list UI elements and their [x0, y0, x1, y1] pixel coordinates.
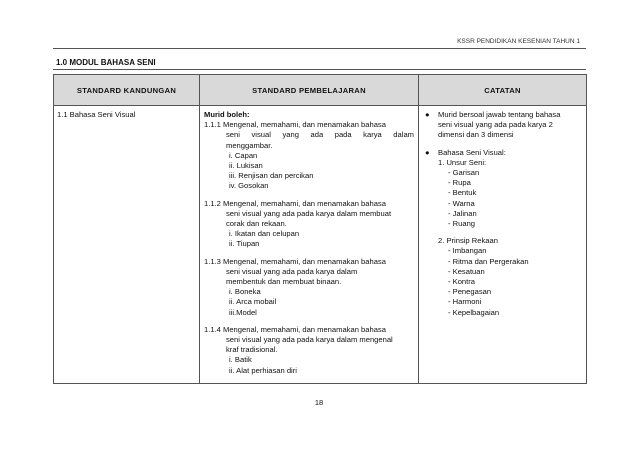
section-line: seni visual yang ada pada karya dalam: [226, 266, 358, 276]
pembelajaran-intro: Murid boleh:: [204, 110, 250, 119]
page-number: 18: [314, 398, 324, 407]
section-line: corak dan rekaan.: [226, 219, 287, 229]
unsur-seni-title: 1. Unsur Seni:: [438, 157, 487, 167]
catatan-line: Murid bersoal jawab tentang bahasa: [438, 110, 561, 119]
list-item: iv. Gosokan: [229, 181, 269, 191]
list-item: iii.Model: [229, 307, 257, 317]
catatan-line: dimensi dan 3 dimensi: [438, 130, 514, 140]
list-item: - Kesatuan: [448, 266, 485, 276]
section-line: 1.1.1 Mengenal, memahami, dan menamakan bahasa: [204, 120, 386, 130]
bullet-icon: ●: [425, 110, 430, 119]
list-item: - Kontra: [448, 277, 476, 287]
standards-table: [53, 74, 587, 384]
header-rule: [53, 48, 586, 49]
list-item: - Imbangan: [448, 246, 487, 256]
section-1-1-4: [204, 325, 414, 376]
list-item: i. Ikatan dan celupan: [229, 229, 300, 239]
list-item: - Warna: [448, 198, 475, 208]
section-line: seni visual yang ada pada karya dalam mengenal: [226, 335, 393, 345]
section-line: membentuk dan membuat binaan.: [226, 277, 342, 287]
cell-kandungan: [54, 106, 200, 384]
list-item: - Harmoni: [448, 297, 482, 307]
title-rule: [53, 69, 586, 70]
module-title: 1.0 MODUL BAHASA SENI: [56, 58, 156, 67]
section-1-1-3: [204, 257, 414, 318]
section-1-1-2: [204, 199, 414, 250]
section-line: kraf tradisional.: [226, 345, 278, 355]
prinsip-rekaan-title: 2. Prinsip Rekaan: [438, 236, 498, 246]
list-item: i. Boneka: [229, 287, 261, 297]
list-item: - Ruang: [448, 219, 476, 229]
catatan-bullet-1: [425, 110, 582, 141]
catatan-bullet-2: [425, 148, 582, 158]
list-item: iii. Renjisan dan percikan: [229, 171, 314, 181]
list-item: ii. Alat perhiasan diri: [229, 365, 297, 375]
section-line: 1.1.3 Mengenal, memahami, dan menamakan bahasa: [204, 256, 386, 266]
section-line: 1.1.4 Mengenal, memahami, dan menamakan bahasa: [204, 324, 386, 334]
list-item: i. Capan: [229, 150, 258, 160]
kandungan-text: 1.1 Bahasa Seni Visual: [57, 110, 136, 119]
list-item: - Kepelbagaian: [448, 307, 500, 317]
list-item: - Ritma dan Pergerakan: [448, 256, 529, 266]
catatan-line: Bahasa Seni Visual:: [438, 147, 506, 157]
table-row: [54, 106, 587, 384]
section-1-1-1: [204, 120, 414, 191]
cell-catatan: [419, 106, 587, 384]
col-header-pembelajaran: STANDARD PEMBELAJARAN: [200, 75, 419, 106]
list-item: - Penegasan: [448, 287, 492, 297]
section-line: 1.1.2 Mengenal, memahami, dan menamakan bahasa: [204, 198, 386, 208]
list-item: i. Batik: [229, 355, 252, 365]
section-line: menggambar.: [226, 140, 273, 150]
catatan-line: seni visual yang ada pada karya 2: [438, 120, 553, 130]
list-item: - Rupa: [448, 178, 471, 188]
document-header: KSSR PENDIDIKAN KESENIAN TAHUN 1: [457, 38, 580, 45]
list-item: ii. Arca mobail: [229, 297, 277, 307]
table-header-row: [54, 75, 587, 106]
bullet-icon: ●: [425, 147, 430, 157]
list-item: ii. Tiupan: [229, 239, 260, 249]
section-line: seni visual yang ada pada karya dalam: [226, 130, 414, 140]
cell-pembelajaran: [200, 106, 419, 384]
list-item: - Garisan: [448, 168, 480, 178]
section-line: seni visual yang ada pada karya dalam membuat: [226, 208, 392, 218]
list-item: ii. Lukisan: [229, 161, 263, 171]
col-header-kandungan: STANDARD KANDUNGAN: [54, 75, 200, 106]
list-item: - Bentuk: [448, 188, 477, 198]
col-header-catatan: CATATAN: [419, 75, 587, 106]
list-item: - Jalinan: [448, 208, 477, 218]
